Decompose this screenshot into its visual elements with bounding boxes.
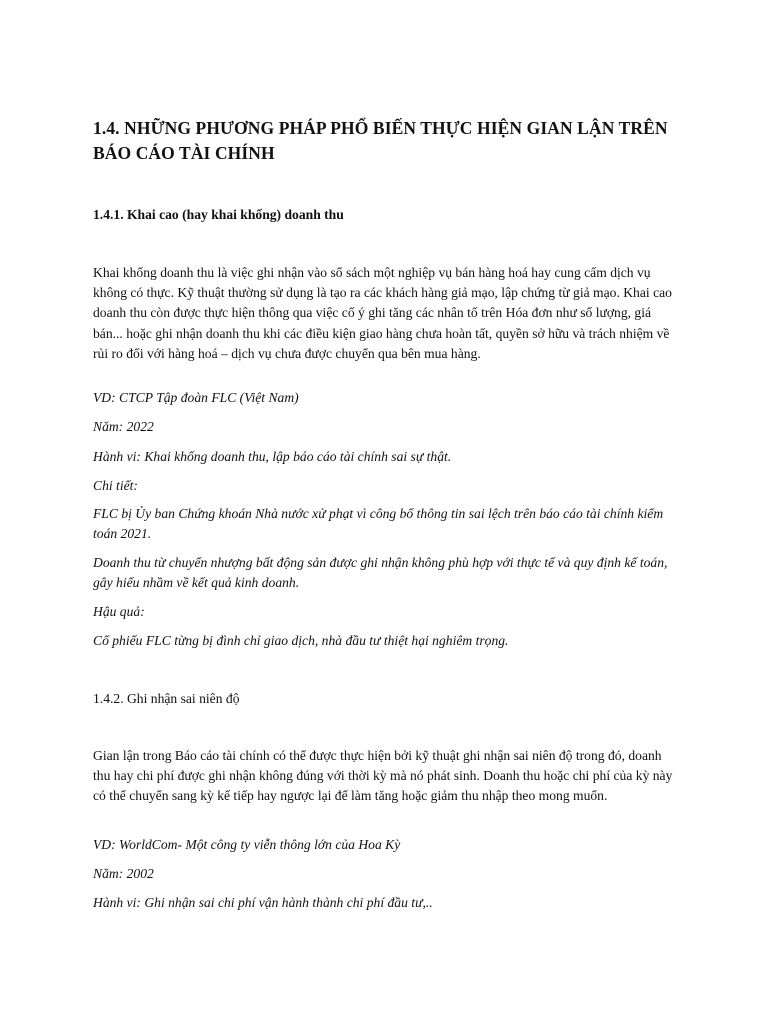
section-1-consequence-label: Hậu quả: — [93, 604, 145, 619]
section-1-paragraph: Khai khống doanh thu là việc ghi nhận vào sổ sách một nghiệp vụ bán hàng hoá hay cung cấm dịch vụ không có thực. Kỹ thuật thường sử dụng là tạo ra các khách hàng giả mạo, lập chứng từ giả mạo. Khai cao doanh thu còn được thực hiện thông qua việc cố ý ghi tăng các nhân tố trên Hóa đơn như số lượng, giá bán... hoặc ghi nhận doanh thu khi các điều kiện giao hàng chưa hoàn tất, quyền sở hữu và trách nhiệm về rủi ro đối với hàng hoá – dịch vụ chưa được chuyển qua bên mua hàng. — [93, 265, 672, 361]
section-2-behavior: Hành vi: Ghi nhận sai chi phí vận hành thành chi phí đầu tư,.. — [93, 895, 433, 910]
section-1-detail-label: Chi tiết: — [93, 478, 138, 493]
section-1-detail-2: Doanh thu từ chuyển nhượng bất động sản được ghi nhận không phù hợp với thực tế và quy định kế toán, gây hiểu nhầm về kết quả kinh doanh. — [93, 555, 668, 591]
section-1-example: VD: CTCP Tập đoàn FLC (Việt Nam) — [93, 390, 299, 405]
section-1-consequence: Cổ phiếu FLC từng bị đình chỉ giao dịch, nhà đầu tư thiệt hại nghiêm trọng. — [93, 633, 509, 648]
section-2-example: VD: WorldCom- Một công ty viễn thông lớn của Hoa Kỳ — [93, 837, 401, 852]
section-2-paragraph: Gian lận trong Báo cáo tài chính có thể được thực hiện bởi kỹ thuật ghi nhận sai niên độ trong đó, doanh thu hay chi phí được ghi nhận không đúng với thời kỳ mà nó phát sinh. Doanh thu hoặc chi phí của kỳ này có thể chuyển sang kỳ kế tiếp hay ngược lại để làm tăng hoặc giảm thu nhập theo mong muốn. — [93, 748, 673, 804]
section-1-detail-1: FLC bị Ủy ban Chứng khoán Nhà nước xử phạt vì công bố thông tin sai lệch trên báo cáo tài chính kiểm toán 2021. — [93, 506, 664, 542]
section-1-title: 1.4.1. Khai cao (hay khai khống) doanh thu — [93, 207, 344, 222]
main-heading: 1.4. NHỮNG PHƯƠNG PHÁP PHỔ BIẾN THỰC HIỆN GIAN LẬN TRÊN BÁO CÁO TÀI CHÍNH — [93, 118, 668, 163]
section-2-year: Năm: 2002 — [93, 866, 154, 881]
section-1-year: Năm: 2022 — [93, 419, 154, 434]
section-2-title: 1.4.2. Ghi nhận sai niên độ — [93, 691, 240, 706]
section-1-behavior: Hành vi: Khai khống doanh thu, lập báo cáo tài chính sai sự thật. — [93, 449, 452, 464]
